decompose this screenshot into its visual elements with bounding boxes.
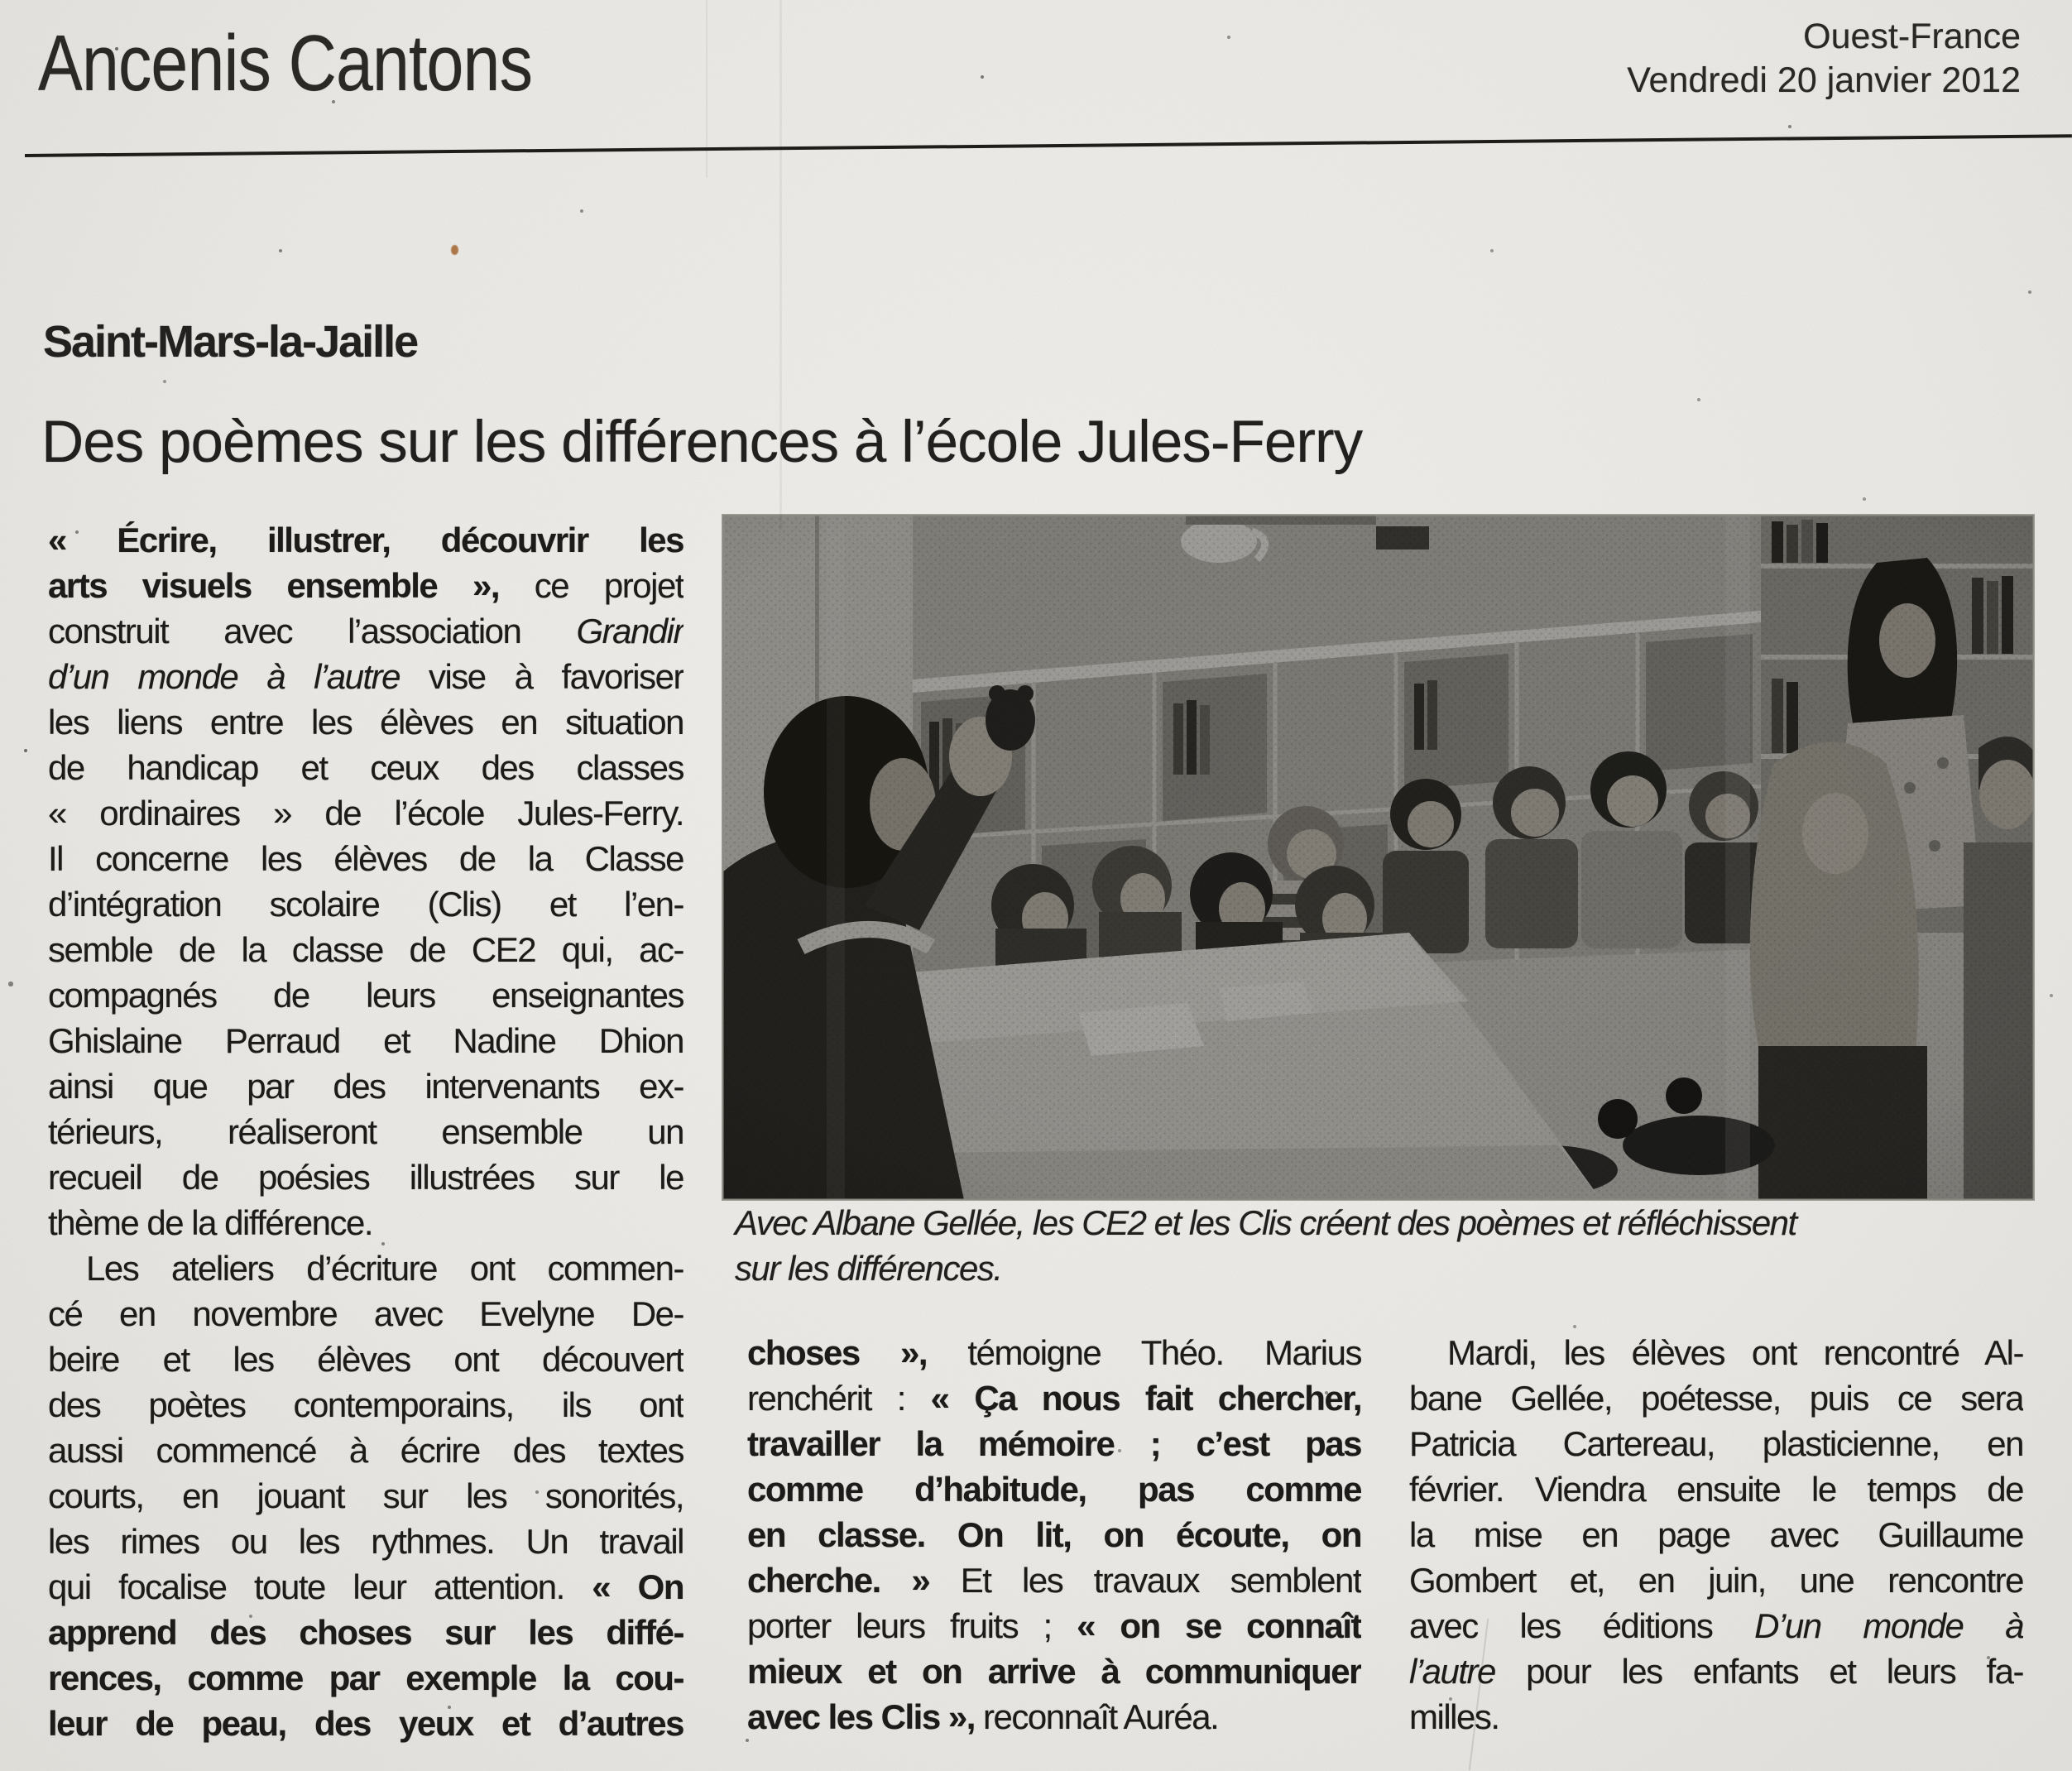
body-line: d’un monde à l’autre vise à favoriser: [48, 657, 683, 696]
body-line: la mise en page avec Guillaume: [1409, 1515, 2023, 1554]
body-line: beire et les élèves ont découvert: [48, 1340, 683, 1379]
photo-caption-line: sur les différences.: [735, 1249, 1002, 1288]
body-line: thème de la différence.: [48, 1203, 373, 1242]
photo-illustration: [722, 515, 2034, 1200]
body-line: Patricia Cartereau, plasticienne, en: [1409, 1424, 2023, 1463]
body-line: choses », témoigne Théo. Marius: [747, 1333, 1361, 1372]
body-line: avec les Clis », reconnaît Auréa.: [747, 1697, 1219, 1736]
body-line: d’intégration scolaire (Clis) et l’en-: [48, 885, 683, 924]
body-line: recueil de poésies illustrées sur le: [48, 1158, 683, 1197]
paper-crease: [706, 0, 707, 178]
body-line: porter leurs fruits ; « on se connaît: [747, 1606, 1361, 1645]
header-rule: [25, 134, 2072, 157]
body-line: Il concerne les élèves de la Classe: [48, 839, 683, 878]
body-line: construit avec l’association Grandir: [48, 612, 683, 650]
body-line: leur de peau, des yeux et d’autres: [48, 1704, 683, 1743]
body-line: février. Viendra ensuite le temps de: [1409, 1470, 2023, 1509]
issue-date: Vendredi 20 janvier 2012: [1627, 60, 2021, 100]
body-line: « Écrire, illustrer, découvrir les: [48, 521, 683, 559]
body-line: qui focalise toute leur attention. « On: [48, 1567, 683, 1606]
body-line: avec les éditions D’un monde à: [1409, 1606, 2023, 1645]
body-line: aussi commencé à écrire des textes: [48, 1431, 683, 1470]
photo-caption-line: Avec Albane Gellée, les CE2 et les Clis créent des poèmes et réfléchissent: [735, 1203, 1796, 1242]
body-line: Ghislaine Perraud et Nadine Dhion: [48, 1021, 683, 1060]
body-line: rences, comme par exemple la cou-: [48, 1658, 683, 1697]
body-line: courts, en jouant sur les sonorités,: [48, 1476, 683, 1515]
body-line: cé en novembre avec Evelyne De-: [48, 1294, 683, 1333]
body-line: Les ateliers d’écriture ont commen-: [86, 1249, 683, 1288]
masthead: Ancenis Cantons: [38, 19, 533, 108]
body-line: apprend des choses sur les diffé-: [48, 1613, 683, 1652]
body-line: arts visuels ensemble », ce projet: [48, 566, 683, 605]
article-column-3: [1409, 1330, 2023, 1740]
body-line: travailler la mémoire ; c’est pas: [747, 1424, 1361, 1463]
body-line: compagnés de leurs enseignantes: [48, 976, 683, 1015]
body-line: semble de la classe de CE2 qui, ac-: [48, 930, 683, 969]
body-line: Mardi, les élèves ont rencontré Al-: [1447, 1333, 2023, 1372]
body-line: ainsi que par des intervenants ex-: [48, 1067, 683, 1106]
body-line: de handicap et ceux des classes: [48, 748, 683, 787]
body-line: renchérit : « Ça nous fait chercher,: [747, 1379, 1361, 1418]
body-line: mieux et on arrive à communiquer: [747, 1652, 1361, 1691]
article-column-2: [747, 1330, 1361, 1740]
paper-stain: [451, 245, 458, 255]
body-line: « ordinaires » de l’école Jules-Ferry.: [48, 794, 683, 833]
body-line: les liens entre les élèves en situation: [48, 703, 683, 742]
body-line: des poètes contemporains, ils ont: [48, 1385, 683, 1424]
headline: Des poèmes sur les différences à l’école Jules-Ferry: [41, 410, 1363, 475]
body-line: l’autre pour les enfants et leurs fa-: [1409, 1652, 2023, 1691]
body-line: Gombert et, en juin, une rencontre: [1409, 1561, 2023, 1600]
body-line: milles.: [1409, 1697, 1499, 1736]
body-line: cherche. » Et les travaux semblent: [747, 1561, 1361, 1600]
body-line: les rimes ou les rythmes. Un travail: [48, 1522, 683, 1561]
body-line: comme d’habitude, pas comme: [747, 1470, 1361, 1509]
scan-speckles: [0, 0, 2, 2]
body-line: térieurs, réaliseront ensemble un: [48, 1112, 683, 1151]
newspaper-name: Ouest-France: [1803, 17, 2021, 56]
article-photo: [722, 515, 2034, 1200]
body-line: bane Gellée, poétesse, puis ce sera: [1409, 1379, 2023, 1418]
body-line: en classe. On lit, on écoute, on: [747, 1515, 1361, 1554]
photo-caption: [735, 1200, 2026, 1291]
article-column-1: [48, 517, 683, 1746]
section-heading: Saint-Mars-la-Jaille: [43, 317, 418, 367]
edition-info: [1627, 15, 2021, 103]
